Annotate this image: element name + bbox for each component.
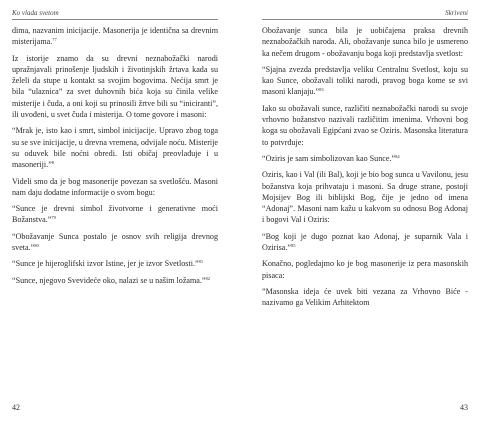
paragraph: Oziris, kao i Val (ili Bal), koji je bio bog sunca u Vavilonu, jesu božanstva koja prihvataju i masoni. Sa druge strane, postoji Mojsijev Bog ili biblijski Bog, čije je jedno od imena “Adonaj”. Masoni nam kažu u kakvom su odnosu Bog Adonaj i bogovi Val i Oziris: — [262, 170, 468, 225]
paragraph: Konačno, pogledajmo ko je bog masonerije iz pera masonskih pisaca: — [262, 259, 468, 280]
right-page — [262, 0, 468, 432]
paragraph: “Oziris je sam simbolizovan kao Sunce.”$^{84}$ — [262, 153, 400, 163]
paragraph: “Mrak je, isto kao i smrt, simbol inicijacije. Upravo zbog toga su se sve inicijacije, u drevna vremena, odvijale noću. Misterije su oduvek bile noćni obredi. Isti običaj preovlađuje i u masoneriji.”$^8$ — [12, 126, 218, 170]
page-number: 42 — [12, 403, 20, 412]
paragraph: “Sjajna zvezda predstavlja veliku Centralnu Svetlost, koju su kao Sunce, obožavali toliki narodi, pravog boga kome se svi masoni klanjaju.”$^{83}$ — [262, 64, 468, 97]
paragraph: Obožavanje sunca bila je uobičajena praksa drevnih neznabožačkih naroda. Ali, obožavanje sunca bilo je usmereno ka nečem drugom - obožavanju boga koji predstavlja svetlost: — [262, 26, 468, 58]
footnote-ref: 79 — [51, 215, 56, 221]
paragraph: Videli smo da je bog masonerije povezan sa svetlošću. Masoni nam daju dodatne informacije o svom bogu: — [12, 176, 218, 197]
footnote-ref: 80 — [34, 243, 39, 249]
running-head: Skriveni — [262, 9, 468, 20]
footnote-ref: 82 — [205, 275, 211, 281]
paragraph: Iz istorije znamo da su drevni neznabožački narodi upražnjavali prinošenje ljudskih i životinjskih žrtava kada su želeli da stupe u kontakt sa svojim bogovima. Nećija smrt je bila “ulaznica” za svet duhovnih bića koja su činila velike misterije i čuda, a oni koji su prinosili žrtve bili su “iniciranti”, ili uvođeni, u svet čuda i misterija. O tome govore i masoni: — [12, 53, 218, 120]
paragraph: ”Masonska ideja će uvek biti vezana za Vrhovno Biće - nazivamo ga Velikim Arhitektom — [262, 286, 468, 308]
footnote-ref: 85 — [291, 243, 296, 249]
paragraph: dima, nazvanim inicijacije. Masonerija je identična sa drevnim misterijama.$^{77}$ — [12, 26, 218, 47]
footnote-ref: 8 — [51, 160, 55, 166]
left-page — [12, 0, 218, 432]
footnote-ref: 81 — [198, 259, 204, 265]
paragraph: “Sunce je drevni simbol životvorne i generativne moći Božanstva.”$^{79}$ — [12, 204, 218, 225]
paragraph: “Obožavanje Sunca postalo je osnov svih religija drevnog sveta.”$^{80}$ — [12, 231, 218, 253]
paragraph: “Bog koji je dugo poznat kao Adonaj, je suparnik Vala i Ozirisa.”$^{85}$ — [262, 231, 468, 253]
page-number: 43 — [460, 403, 468, 412]
footnote-ref: 83 — [319, 87, 324, 93]
paragraph: “Sunce je hijeroglifski izvor Istine, jer je izvor Svetlosti.”$^{81}$ — [12, 259, 204, 269]
paragraph: Iako su obožavali sunce, različiti neznabožački narodi su svoje vrhovno božanstvo nazivali različitim imenima. Vrhovni bog koga su obožavali Egipćani zvao se Oziris. Masonska literatura to potvrđuje: — [262, 103, 468, 147]
running-head: Ko vlada svetom — [12, 9, 218, 20]
page-body — [262, 25, 468, 314]
footnote-ref: 84 — [395, 153, 400, 159]
paragraph: “Sunce, njegovo Svevideće oko, nalazi se u našim ložama.”$^{82}$ — [12, 275, 211, 285]
page-body — [12, 25, 218, 291]
footnote-ref: 77 — [52, 37, 57, 43]
